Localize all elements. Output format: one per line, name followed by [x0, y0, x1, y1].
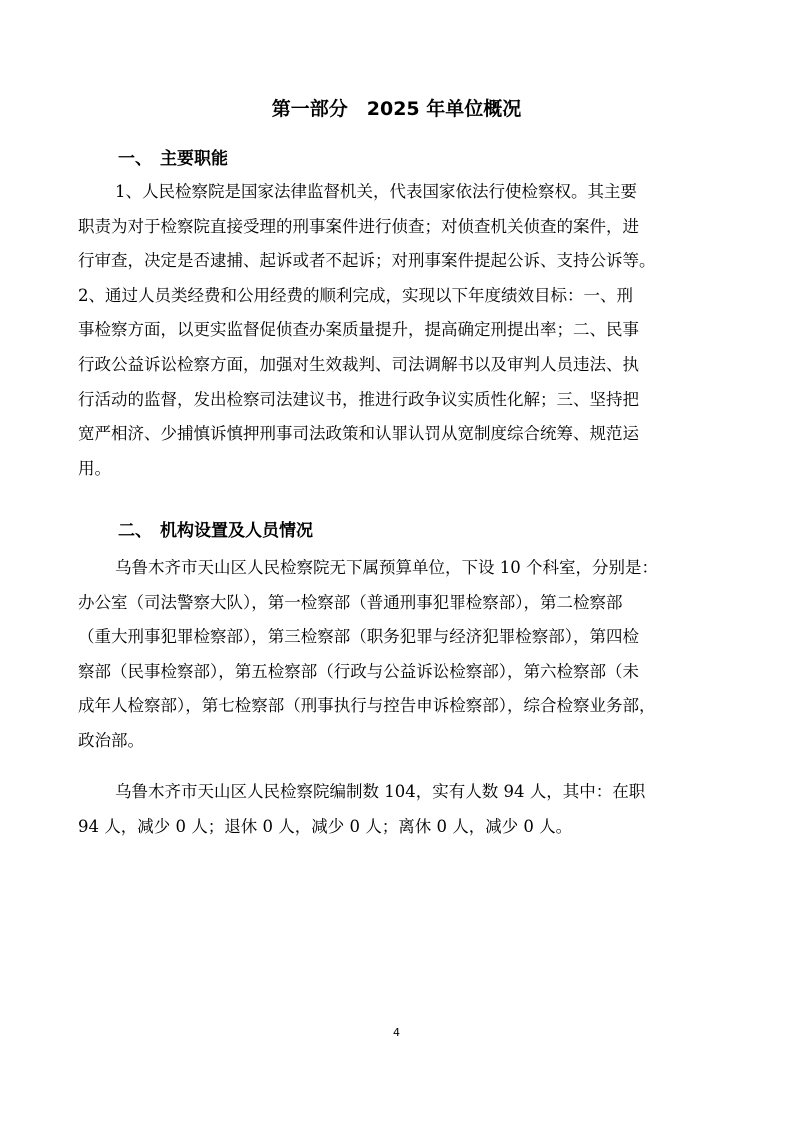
- text-line: 2、通过人员类经费和公用经费的顺利完成，实现以下年度绩效目标：一、刑: [78, 285, 633, 305]
- text-line: 察部（民事检察部），第五检察部（行政与公益诉讼检察部），第六检察部（未: [78, 661, 639, 681]
- text-line: 事检察方面，以更实监督促侦查办案质量提升，提高确定刑提出率；二、民事: [78, 320, 639, 340]
- text-line: （重大刑事犯罪检察部），第三检察部（职务犯罪与经济犯罪检察部），第四检: [78, 627, 639, 647]
- organization-paragraph: [78, 551, 718, 759]
- text-line: 行审查，决定是否逮捕、起诉或者不起诉；对刑事案件提起公诉、支持公诉等。: [78, 251, 656, 271]
- text-line: 用。: [78, 458, 111, 478]
- section-heading-main-functions: [118, 146, 228, 172]
- text-line: 成年人检察部），第七检察部（刑事执行与控告申诉检察部），综合检察业务部，: [78, 696, 656, 716]
- text-line: 行活动的监督，发出检察司法建议书，推进行政争议实质性化解；三、坚持把: [78, 389, 639, 409]
- section-title: 主要职能: [160, 149, 228, 169]
- text-line: 宽严相济、少捕慎诉慎押刑事司法政策和认罪认罚从宽制度综合统筹、规范运: [78, 424, 639, 444]
- text-line: 乌鲁木齐市天山区人民检察院无下属预算单位，下设 10 个科室，分别是：: [115, 558, 658, 577]
- text-line: 行政公益诉讼检察方面，加强对生效裁判、司法调解书以及审判人员违法、执: [78, 354, 639, 374]
- text-line: 94 人，减少 0 人；退休 0 人，减少 0 人；离休 0 人，减少 0 人。: [78, 816, 573, 836]
- text-line: 政治部。: [78, 730, 144, 750]
- text-line: 1、人民检察院是国家法律监督机关，代表国家依法行使检察权。其主要: [115, 182, 637, 201]
- text-line: 办公室（司法警察大队），第一检察部（普通刑事犯罪检察部），第二检察部: [78, 592, 623, 612]
- page-title: 第一部分 2025 年单位概况: [271, 98, 522, 120]
- text-line: 职责为对于检察院直接受理的刑事案件进行侦查；对侦查机关侦查的案件，进: [78, 216, 639, 236]
- page-number: 4: [393, 1026, 400, 1039]
- section-title: 机构设置及人员情况: [160, 521, 313, 541]
- section-number: 二、: [118, 521, 152, 541]
- section-heading-organization: [118, 518, 313, 544]
- text-line: 乌鲁木齐市天山区人民检察院编制数 104，实有人数 94 人，其中：在职: [115, 782, 646, 801]
- section-number: 一、: [118, 149, 152, 169]
- main-functions-paragraph: [78, 175, 718, 486]
- staffing-paragraph: [78, 775, 718, 844]
